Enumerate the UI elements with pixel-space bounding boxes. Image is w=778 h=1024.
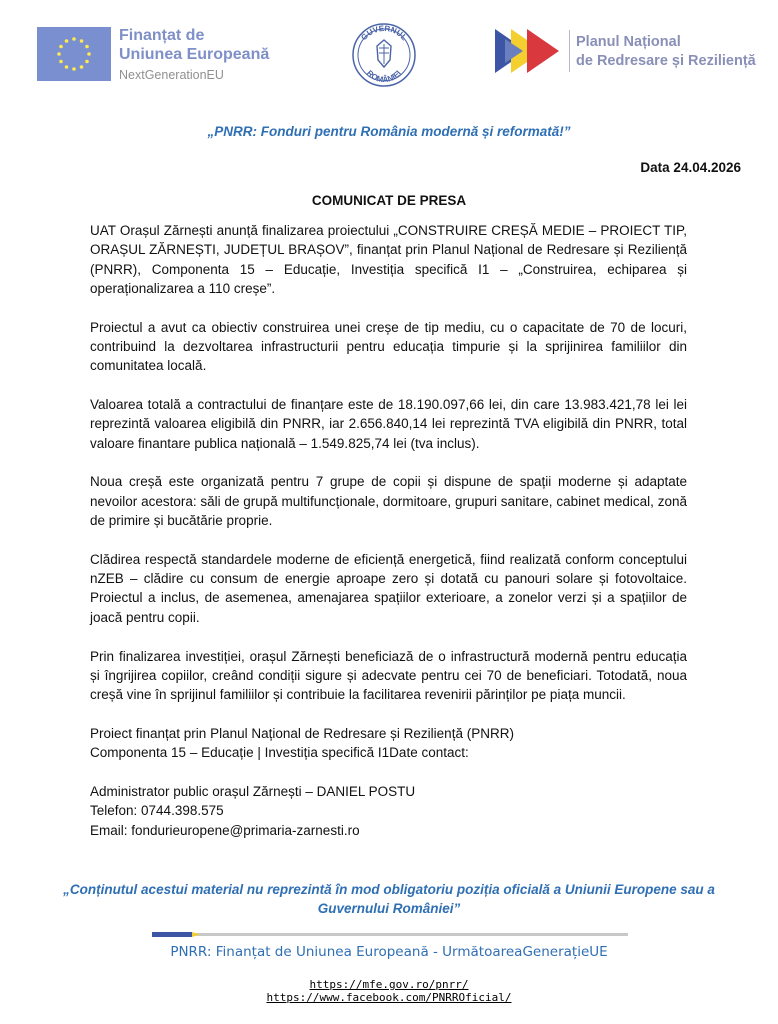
eu-label-line3: NextGenerationEU	[119, 68, 224, 82]
eu-flag-logo	[37, 27, 111, 81]
eu-label-line2: Uniunea Europeană	[119, 46, 270, 63]
link-mfe[interactable]: https://mfe.gov.ro/pnrr/	[309, 978, 469, 991]
press-release-body	[90, 221, 687, 859]
svg-text:ROMÂNIEI	[365, 69, 403, 85]
project-line2: Componenta 15 – Educație | Investiția specifică I1Date contact:	[90, 745, 469, 761]
paragraph-intro: UAT Orașul Zărnești anunță finalizarea proiectului „CONSTRUIRE CREȘĂ MEDIE – PROIECT TIP, ORAȘUL ZĂRNEȘTI, JUDEȚUL BRAȘOV”, finanțat prin Planul Național de Redresare și Reziliență (PNRR), Componenta 15 – Educație, Investiția specifică I1 – „Construirea, echiparea și operaționalizarea a 110 creșe”.	[90, 223, 687, 296]
seal-text-top: GUVERNUL	[359, 23, 409, 43]
pnrr-logo	[495, 29, 565, 73]
footer-tagline: PNRR: Finanțat de Uniunea Europeană - UrmătoareaGenerațieUE	[170, 944, 608, 960]
pnrr-label-line1: Planul Național	[576, 34, 681, 50]
paragraph-funding: Valoarea totală a contractului de finanțare este de 18.190.097,66 lei, din care 13.983.421,78 lei lei reprezintă valoarea eligibilă din PNRR, iar 2.656.840,14 lei reprezintă TVA eligibilă din PNRR, total valoare finantare publica națională – 1.549.825,74 lei (tva inclus).	[90, 397, 687, 451]
eu-stars-icon	[37, 27, 111, 81]
page-header	[0, 0, 778, 110]
link-facebook[interactable]: https://www.facebook.com/PNRROficial/	[266, 991, 512, 1004]
government-seal-logo	[346, 22, 422, 88]
paragraph-energy: Clădirea respectă standardele moderne de eficiență energetică, fiind realizată conform conceptului nZEB – clădire cu consum de energie aproape zero și dotată cu panouri solare și fotovoltaice. Proiectul a inclus, de asemenea, amenajarea spațiilor exterioare, a zonelor verzi și a spațiilor de joacă pentru copii.	[90, 551, 687, 625]
contact-phone: Telefon: 0744.398.575	[90, 803, 224, 819]
slogan: „PNRR: Fonduri pentru România modernă și reformată!”	[207, 124, 571, 139]
contact-block	[90, 782, 687, 840]
pnrr-label-line2: de Redresare și Reziliență	[576, 53, 756, 69]
paragraph-objective: Proiectul a avut ca obiectiv construirea unei creșe de tip mediu, cu o capacitate de 70 de locuri, contribuind la dezvoltarea infrastructurii pentru educația timpurie și la sprijinirea familiilor din comunitatea locală.	[90, 319, 687, 374]
seal-text-bottom: ROMÂNIEI	[365, 68, 404, 85]
press-date: Data 24.04.2026	[640, 160, 741, 175]
contact-email: Email: fondurieuropene@primaria-zarnesti.ro	[90, 822, 360, 838]
project-info	[90, 724, 687, 763]
disclaimer: „Conținutul acestui material nu reprezintă în mod obligatoriu poziția oficială a Uniunii Europene sau a Guvernului României”	[63, 882, 715, 916]
paragraph-facilities: Noua creșă este organizată pentru 7 grupe de copii și dispune de spații moderne și adaptate nevoilor acestora: săli de grupă multifuncționale, dormitoare, grupuri sanitare, cabinet medical, zonă de primire și bucătărie proprie.	[90, 474, 687, 529]
pnrr-label	[576, 33, 756, 71]
page-title: COMUNICAT DE PRESA	[311, 193, 467, 208]
project-line1: Proiect finanțat prin Planul Național de Redresare și Reziliență (PNRR)	[90, 725, 514, 741]
contact-admin: Administrator public orașul Zărnești – DANIEL POSTU	[90, 784, 416, 800]
footer-links	[0, 978, 778, 1004]
footer-color-bar	[152, 928, 628, 940]
paragraph-benefits: Prin finalizarea investiției, orașul Zărnești beneficiază de o infrastructură modernă pentru educația și îngrijirea copiilor, creând condiții sigure și adecvate pentru cei 70 de beneficiari. Totodată, noua creșă vine în sprijinul familiilor și contribuie la facilitarea revenirii părinților pe piața muncii.	[90, 648, 687, 703]
eu-label-line1: Finanțat de	[119, 27, 205, 44]
pnrr-divider	[569, 30, 570, 72]
eu-funding-label	[119, 26, 269, 84]
